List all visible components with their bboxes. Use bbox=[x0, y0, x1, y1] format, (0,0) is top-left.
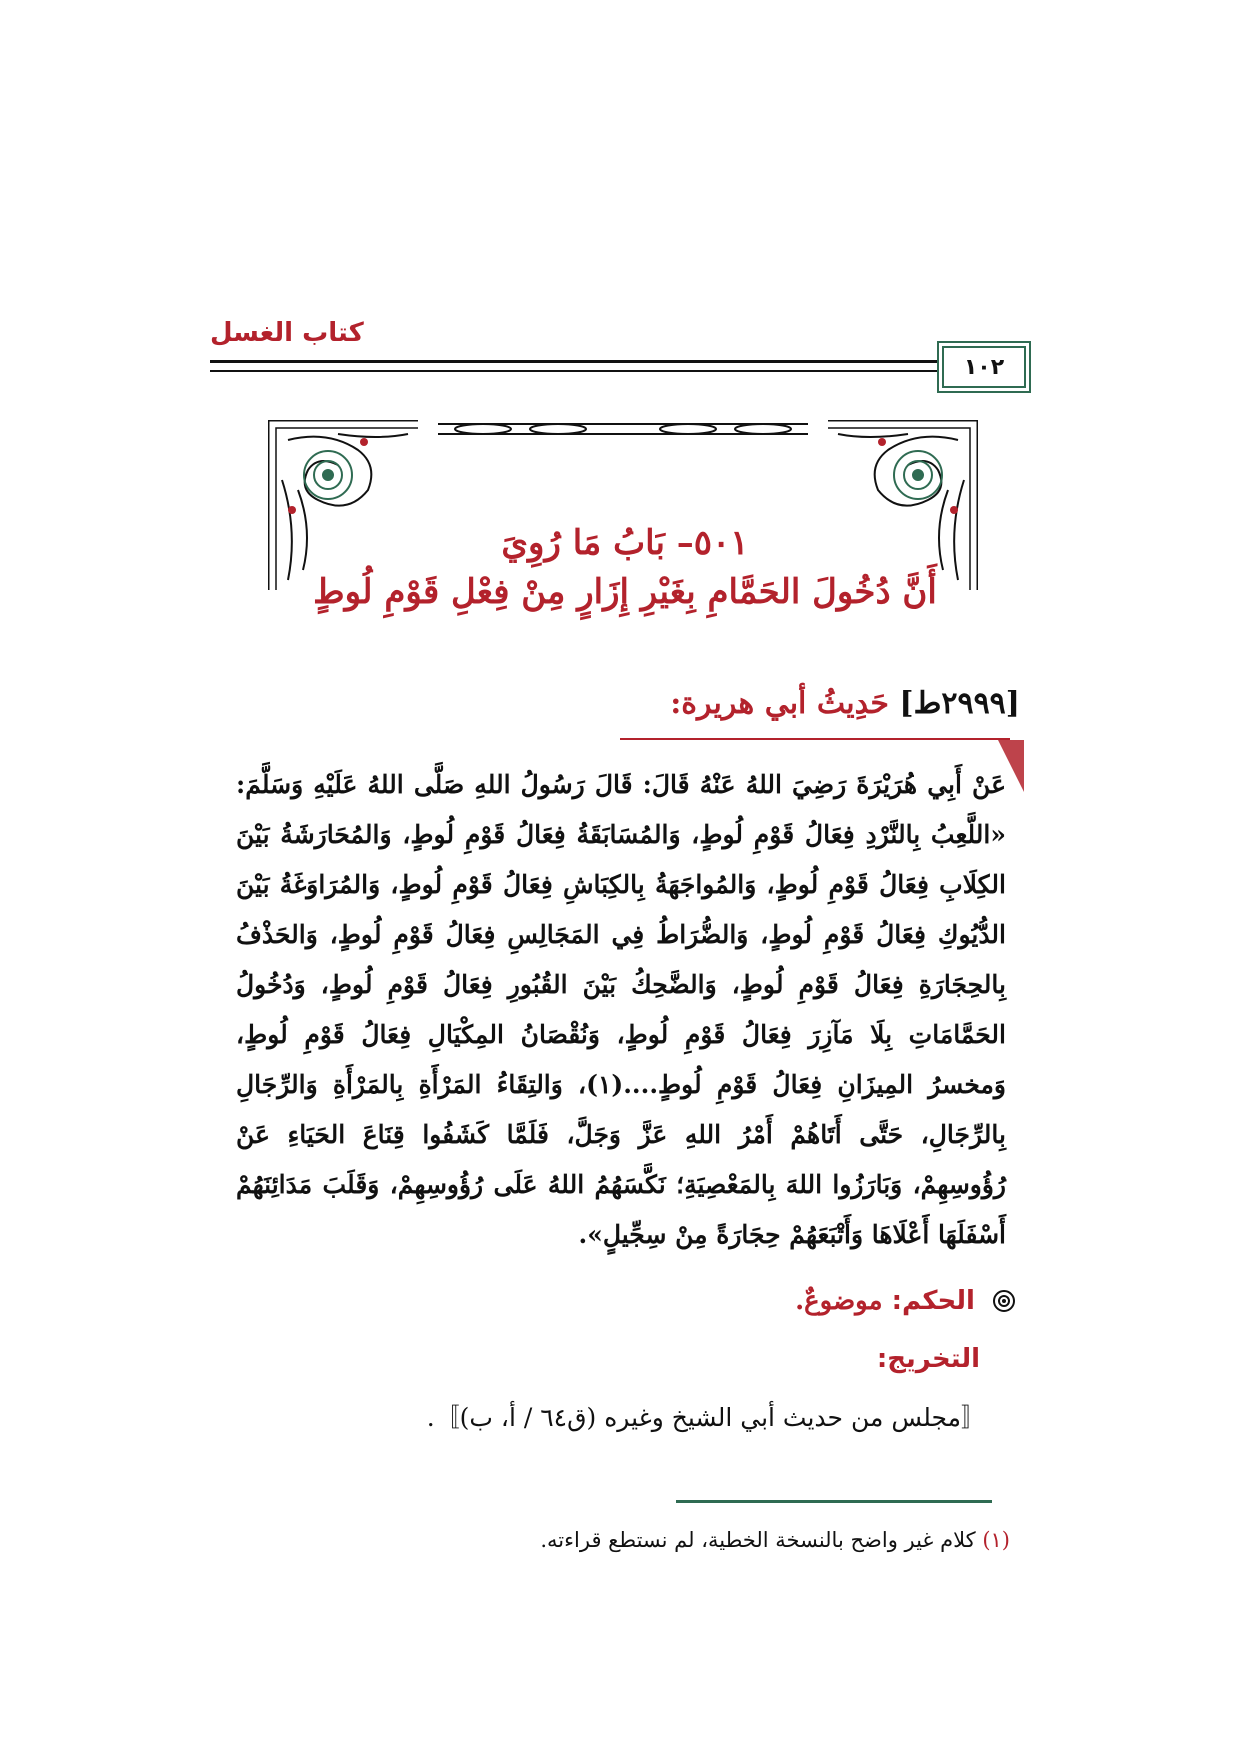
takhrij-label: التخريج: bbox=[876, 1344, 980, 1374]
rosette-icon bbox=[992, 1289, 1016, 1313]
chapter-heading-line-1: ٥٠١– بَابُ مَا رُوِيَ bbox=[501, 523, 749, 563]
section-rule bbox=[620, 738, 1010, 740]
chapter-heading-line-2: أَنَّ دُخُولَ الحَمَّامِ بِغَيْرِ إِزَارٍ مِنْ فِعْلِ قَوْمِ لُوطٍ bbox=[313, 572, 937, 612]
page-number: ١٠٢ bbox=[963, 354, 1005, 380]
chain-ornament bbox=[438, 424, 808, 434]
ruling-label: الحكم: bbox=[891, 1286, 975, 1316]
footnote bbox=[420, 1528, 1010, 1552]
header-rule-top bbox=[210, 360, 1030, 363]
ruling-value: موضوعٌ. bbox=[795, 1286, 883, 1316]
hadith-heading bbox=[520, 686, 1020, 721]
header-rule-bottom bbox=[210, 370, 1030, 372]
ruling-line bbox=[536, 1286, 1016, 1316]
hadith-body: عَنْ أَبِي هُرَيْرَةَ رَضِيَ اللهُ عَنْهُ قَالَ: قَالَ رَسُولُ اللهِ صَلَّى اللهُ عَلَيْهِ وَسَلَّمَ: «اللَّعِبُ بِالنَّرْدِ فِعَالُ قَوْمِ لُوطٍ، وَالمُسَابَقَةُ فِعَالُ قَوْمِ لُوطٍ، وَالمُحَارَشَةُ بَيْنَ الكِلَابِ فِعَالُ قَوْمِ لُوطٍ، وَالمُواجَهَةُ بِالكِبَاشِ فِعَالُ قَوْمِ لُوطٍ، وَالمُرَاوَغَةُ بَيْنَ الدُّيُوكِ فِعَالُ قَوْمِ لُوطٍ، وَالضُّرَاطُ فِي المَجَالِسِ فِعَالُ قَوْمِ لُوطٍ، وَالحَذْفُ بِالحِجَارَةِ فِعَالُ قَوْمِ لُوطٍ، وَالضَّحِكُ بَيْنَ القُبُورِ فِعَالُ قَوْمِ لُوطٍ، وَدُخُولُ الحَمَّامَاتِ بِلَا مَآزِرَ فِعَالُ قَوْمِ لُوطٍ، وَنُقْصَانُ المِكْيَالِ فِعَالُ قَوْمِ لُوطٍ، وَمخسرُ المِيزَانِ فِعَالُ قَوْمِ لُوطٍ....(١)، وَالتِقَاءُ المَرْأَةِ بِالمَرْأَةِ وَالرِّجَالِ بِالرِّجَالِ، حَتَّى أَتَاهُمْ أَمْرُ اللهِ عَزَّ وَجَلَّ، فَلَمَّا كَشَفُوا قِنَاعَ الحَيَاءِ عَنْ رُؤُوسِهِمْ، وَبَارَزُوا اللهَ بِالمَعْصِيَةِ؛ نَكَّسَهُمُ اللهُ عَلَى رُؤُوسِهِمْ، وَقَلَبَ مَدَائِنَهُمْ أَسْفَلَهَا أَعْلَاهَا وَأَتْبَعَهُمْ حِجَارَةً مِنْ سِجِّيلٍ». bbox=[236, 770, 1006, 1249]
rosette-left bbox=[304, 451, 352, 499]
hadith-label: حَدِيثُ أبي هريرة: bbox=[670, 686, 889, 721]
hadith-number: [٢٩٩٩ط] bbox=[899, 686, 1020, 721]
footnote-number: (١) bbox=[982, 1528, 1010, 1552]
chapter-heading bbox=[280, 520, 970, 618]
rosette-right bbox=[894, 451, 942, 499]
footnote-text: كلام غير واضح بالنسخة الخطية، لم نستطع قراءته. bbox=[540, 1528, 976, 1552]
takhrij-text: 〚مجلس من حديث أبي الشيخ وغيره (ق٦٤ / أ، ب)〛. bbox=[426, 1403, 986, 1432]
page-number-box bbox=[942, 346, 1026, 388]
running-header-title: كتاب الغسل bbox=[210, 318, 364, 348]
footnote-rule bbox=[676, 1500, 992, 1503]
